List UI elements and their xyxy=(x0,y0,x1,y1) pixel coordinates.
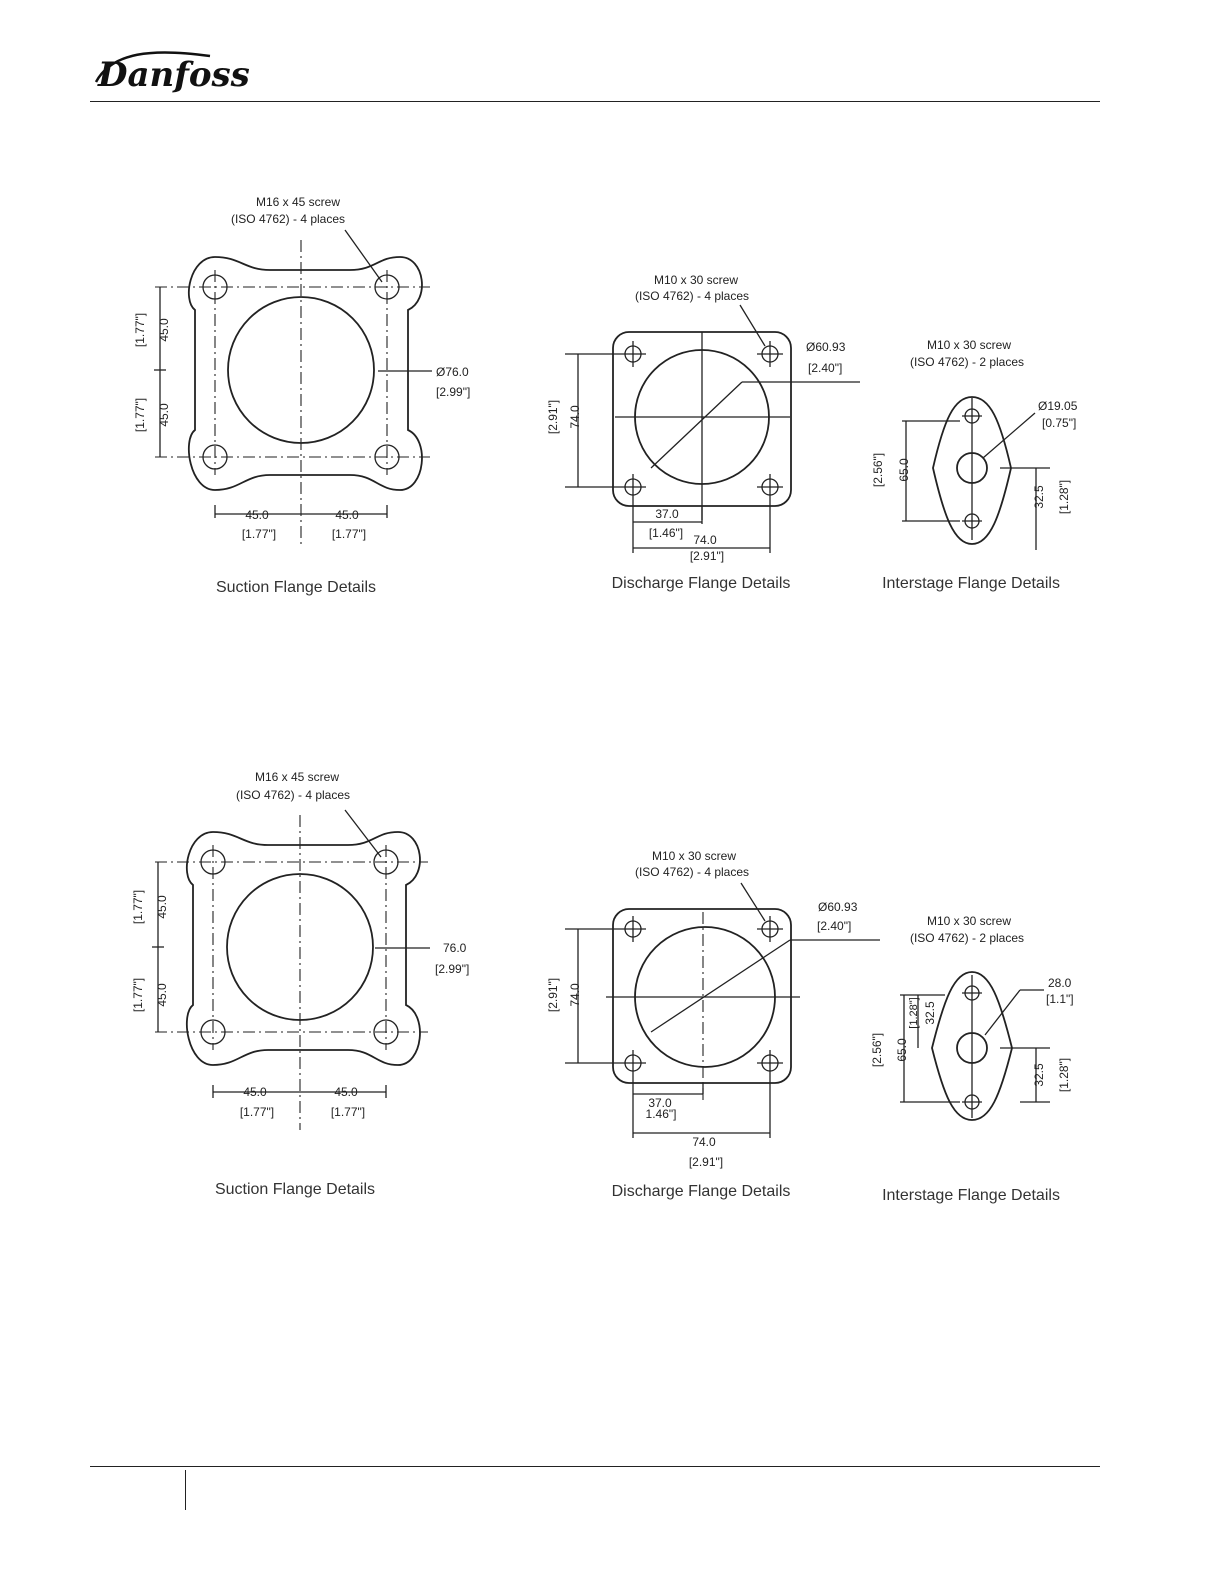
discharge1-hdim-full-in: [2.91"] xyxy=(689,549,725,563)
discharge1-hdim-half-in: [1.46"] xyxy=(648,526,684,540)
discharge1-bore: Ø60.93 xyxy=(806,340,846,354)
discharge2-hdim-half-in: 1.46"] xyxy=(645,1107,677,1121)
suction2-vdim-top: 45.0 xyxy=(155,895,169,919)
interstage2-vdim-half-top: 32.5 xyxy=(923,1001,937,1025)
suction2-vdim-bottom-in: [1.77"] xyxy=(131,977,145,1013)
suction1-screw-line2: (ISO 4762) - 4 places xyxy=(230,212,346,226)
suction1-screw-line1: M16 x 45 screw xyxy=(255,195,341,209)
discharge1-hdim-full: 74.0 xyxy=(693,533,717,547)
interstage1-caption: Interstage Flange Details xyxy=(882,575,1060,592)
discharge1-screw-line2: (ISO 4762) - 4 places xyxy=(634,289,750,303)
interstage1-bore-in: [0.75"] xyxy=(1042,416,1077,430)
suction2-bore: 76.0 xyxy=(443,941,467,955)
discharge-flange-2 xyxy=(546,849,880,1200)
discharge2-bore: Ø60.93 xyxy=(818,900,858,914)
discharge1-hdim-half: 37.0 xyxy=(655,507,679,521)
interstage2-vdim-half-in: [1.28"] xyxy=(1057,1057,1071,1093)
discharge1-vdim-in: [2.91"] xyxy=(546,399,560,435)
discharge1-bore-in: [2.40"] xyxy=(808,361,843,375)
discharge1-caption: Discharge Flange Details xyxy=(611,575,791,592)
suction-flange-2 xyxy=(131,770,469,1198)
discharge2-hdim-half: 37.0 xyxy=(648,1096,672,1110)
discharge2-caption: Discharge Flange Details xyxy=(611,1183,791,1200)
discharge2-hdim-full-in: [2.91"] xyxy=(688,1155,724,1169)
interstage1-screw-line2: (ISO 4762) - 2 places xyxy=(909,355,1025,369)
suction2-hdim-left-in: [1.77"] xyxy=(239,1105,275,1119)
suction2-bore-in: [2.99"] xyxy=(435,962,470,976)
suction-flange-1 xyxy=(133,195,470,596)
discharge2-bore-in: [2.40"] xyxy=(817,919,852,933)
discharge1-vdim: 74.0 xyxy=(568,405,582,429)
suction2-vdim-bottom: 45.0 xyxy=(155,983,169,1007)
suction2-screw-line1: M16 x 45 screw xyxy=(254,770,340,784)
interstage1-vdim-in: [2.56"] xyxy=(871,452,885,488)
interstage-flange-1 xyxy=(871,338,1078,592)
discharge2-hdim-full: 74.0 xyxy=(692,1135,716,1149)
interstage1-vdim-half-in: [1.28"] xyxy=(1057,479,1071,515)
interstage2-bore-in: [1.1"] xyxy=(1046,992,1074,1006)
interstage1-vdim: 65.0 xyxy=(897,458,911,482)
suction2-hdim-left: 45.0 xyxy=(243,1085,267,1099)
suction1-hdim-left-in: [1.77"] xyxy=(241,527,277,541)
suction2-caption: Suction Flange Details xyxy=(214,1181,376,1198)
interstage2-vdim: 65.0 xyxy=(895,1038,909,1062)
discharge2-vdim: 74.0 xyxy=(568,983,582,1007)
discharge2-screw-line2: (ISO 4762) - 4 places xyxy=(634,865,750,879)
interstage2-vdim-in: [2.56"] xyxy=(870,1032,884,1068)
suction1-caption: Suction Flange Details xyxy=(215,579,377,596)
suction2-hdim-right-in: [1.77"] xyxy=(330,1105,366,1119)
suction1-bore: Ø76.0 xyxy=(436,365,469,379)
interstage2-vdim-half-top-in: [1.28"] xyxy=(908,997,920,1029)
suction2-screw-line2: (ISO 4762) - 4 places xyxy=(235,788,351,802)
suction2-vdim-top-in: [1.77"] xyxy=(131,889,145,925)
suction1-vdim-bottom: 45.0 xyxy=(157,403,171,427)
interstage-flange-2 xyxy=(870,914,1074,1204)
suction1-hdim-right: 45.0 xyxy=(335,508,359,522)
interstage1-screw-line1: M10 x 30 screw xyxy=(926,338,1012,352)
interstage2-screw-line1: M10 x 30 screw xyxy=(926,914,1012,928)
discharge1-screw-line1: M10 x 30 screw xyxy=(653,273,739,287)
interstage2-vdim-half: 32.5 xyxy=(1032,1063,1046,1087)
interstage1-bore: Ø19.05 xyxy=(1038,399,1078,413)
interstage2-caption: Interstage Flange Details xyxy=(882,1187,1060,1204)
suction1-bore-in: [2.99"] xyxy=(436,385,471,399)
interstage2-screw-line2: (ISO 4762) - 2 places xyxy=(909,931,1025,945)
suction1-hdim-left: 45.0 xyxy=(245,508,269,522)
discharge-flange-1 xyxy=(546,273,860,592)
suction2-hdim-right: 45.0 xyxy=(334,1085,358,1099)
suction1-hdim-right-in: [1.77"] xyxy=(331,527,367,541)
discharge2-screw-line1: M10 x 30 screw xyxy=(651,849,737,863)
logo-wordmark: Danfoss xyxy=(98,55,250,95)
suction1-vdim-top-in: [1.77"] xyxy=(133,312,147,348)
discharge2-vdim-in: [2.91"] xyxy=(546,977,560,1013)
interstage2-bore: 28.0 xyxy=(1048,976,1072,990)
interstage1-vdim-half: 32.5 xyxy=(1032,485,1046,509)
suction1-vdim-bottom-in: [1.77"] xyxy=(133,397,147,433)
suction1-vdim-top: 45.0 xyxy=(157,318,171,342)
